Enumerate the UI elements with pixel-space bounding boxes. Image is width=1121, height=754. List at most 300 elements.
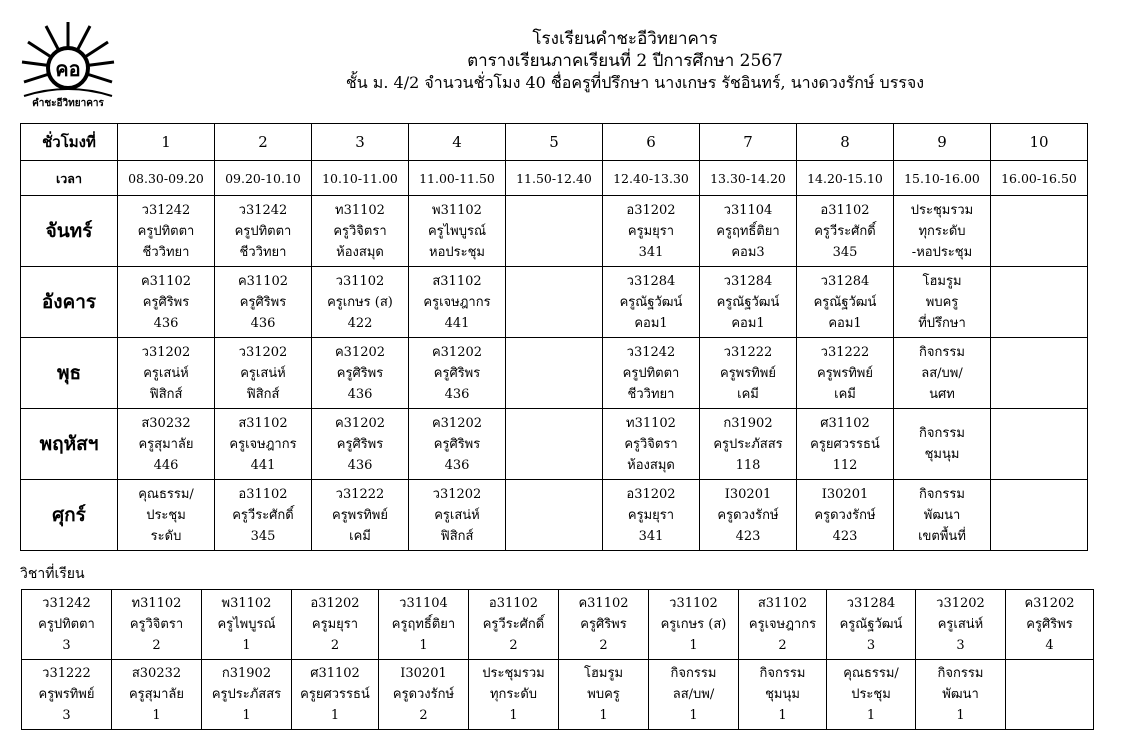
cell-line: 3 — [62, 638, 71, 653]
period-number: 7 — [700, 124, 797, 161]
cell-line: 436 — [347, 386, 373, 402]
period-time: 11.50-12.40 — [506, 161, 603, 196]
subject-cell — [379, 590, 469, 660]
cell-line: ลส/บพ/ — [921, 365, 963, 381]
cell-line: 1 — [689, 638, 698, 653]
schedule-table — [20, 123, 1088, 551]
cell-line: 1 — [509, 708, 518, 723]
cell-line: ว31242 — [42, 596, 91, 611]
schedule-cell — [506, 196, 603, 267]
period-number: 4 — [409, 124, 506, 161]
cell-line: 441 — [250, 457, 276, 473]
subject-cell — [739, 660, 827, 730]
subject-cell — [22, 660, 112, 730]
cell-line: ว31222 — [723, 344, 773, 360]
cell-line: กิจกรรม — [670, 666, 717, 681]
cell-line: ค31102 — [237, 273, 289, 289]
cell-line: ครูวิจิตรา — [129, 617, 184, 632]
cell-line: ว31222 — [820, 344, 870, 360]
cell-line: ชีววิทยา — [142, 244, 190, 260]
cell-line: หอประชุม — [429, 244, 485, 260]
cell-line: ครูสุมาลัย — [138, 436, 194, 452]
cell-line: ครูดวงรักษ์ — [717, 507, 779, 523]
cell-line: 1 — [689, 708, 698, 723]
cell-line: 1 — [330, 708, 340, 723]
subject-cell — [22, 590, 112, 660]
cell-line: 2 — [509, 638, 518, 653]
cell-line: 436 — [444, 457, 470, 473]
cell-line: 422 — [347, 315, 373, 331]
subject-cell — [469, 590, 559, 660]
cell-line: ครูปทิตตา — [137, 223, 195, 239]
cell-line: ครูเกษร (ส) — [660, 617, 727, 632]
subject-cell — [469, 660, 559, 730]
day-row — [21, 267, 1088, 338]
schedule-cell — [603, 480, 700, 551]
cell-line: 1 — [599, 708, 608, 723]
subjects-row — [22, 660, 1094, 730]
cell-line: ว31284 — [626, 273, 676, 289]
cell-line: ค31202 — [334, 415, 386, 431]
cell-line: ค31102 — [140, 273, 192, 289]
schedule-cell — [215, 196, 312, 267]
cell-line: พบครู — [925, 294, 959, 310]
period-time: 16.00-16.50 — [991, 161, 1088, 196]
schedule-cell — [118, 267, 215, 338]
cell-line: 112 — [832, 457, 858, 473]
cell-line: คอม3 — [731, 244, 765, 260]
cell-line: ว31242 — [626, 344, 676, 360]
cell-line: ครูวีระศักดิ์ — [232, 507, 294, 523]
period-time: 10.10-11.00 — [312, 161, 409, 196]
cell-line: ก31902 — [723, 415, 773, 431]
subject-cell — [292, 660, 379, 730]
cell-line: 341 — [638, 528, 664, 544]
cell-line: นศท — [929, 386, 955, 402]
schedule-cell — [506, 267, 603, 338]
cell-line: ครูมยุรา — [311, 617, 359, 632]
term-title: ตารางเรียนภาคเรียนที่ 2 ปีการศึกษา 2567 — [467, 51, 783, 71]
cell-line: ประชุม — [146, 507, 186, 523]
cell-line: ครูศิริพร — [336, 436, 384, 452]
cell-line: ส31102 — [238, 415, 288, 431]
cell-line: 2 — [778, 638, 787, 653]
cell-line: กิจกรรม — [919, 486, 965, 502]
schedule-cell — [215, 480, 312, 551]
cell-line: ครูเสน่ห์ — [143, 365, 189, 381]
subjects-row — [22, 590, 1094, 660]
cell-line: 436 — [347, 457, 373, 473]
cell-line: ระดับ — [150, 528, 182, 544]
cell-line: กิจกรรม — [919, 426, 965, 441]
cell-line: I30201 — [400, 666, 447, 681]
period-time: 08.30-09.20 — [118, 161, 215, 196]
cell-line: ค31202 — [431, 415, 483, 431]
cell-line: ว31202 — [936, 596, 985, 611]
cell-line: ส30232 — [131, 666, 182, 681]
cell-line: ค31202 — [1024, 596, 1075, 611]
cell-line: ว31102 — [335, 273, 385, 289]
cell-line: เขตพื้นที่ — [918, 528, 966, 544]
cell-line: ครูศิริพร — [142, 294, 190, 310]
period-number: 8 — [797, 124, 894, 161]
subject-cell — [559, 660, 649, 730]
cell-line: ครูพรทิพย์ — [817, 365, 873, 381]
period-number: 5 — [506, 124, 603, 161]
cell-line: 118 — [735, 457, 761, 473]
cell-line: ฟิสิกส์ — [246, 386, 280, 402]
cell-line: ห้องสมุด — [336, 244, 384, 260]
cell-line: ครูศิริพร — [1026, 617, 1073, 632]
subject-cell — [739, 590, 827, 660]
cell-line: ครูฤทธิ์ติยา — [391, 617, 456, 632]
cell-line: ว31202 — [432, 486, 482, 502]
schedule-cell — [797, 409, 894, 480]
schedule-cell — [894, 196, 991, 267]
schedule-cell — [991, 409, 1088, 480]
cell-line: ครูณัฐวัฒน์ — [619, 294, 683, 310]
cell-line: 341 — [638, 244, 664, 260]
cell-line: ครูเสน่ห์ — [240, 365, 286, 381]
cell-line: โฮมรูม — [922, 273, 962, 289]
cell-line: ครูยศวรรธน์ — [300, 687, 370, 702]
schedule-cell — [700, 480, 797, 551]
cell-line: ครูประภัสสร — [713, 436, 783, 452]
cell-line: 436 — [153, 315, 179, 331]
cell-line: ครูปทิตตา — [234, 223, 292, 239]
cell-line: ครูศิริพร — [336, 365, 384, 381]
schedule-cell — [797, 267, 894, 338]
cell-line: I30201 — [821, 486, 869, 502]
day-row — [21, 409, 1088, 480]
schedule-cell — [797, 196, 894, 267]
schedule-cell — [506, 409, 603, 480]
schedule-cell — [312, 196, 409, 267]
subject-cell — [559, 590, 649, 660]
schedule-cell — [700, 338, 797, 409]
cell-line: ค31202 — [431, 344, 483, 360]
cell-line: ครูณัฐวัฒน์ — [813, 294, 877, 310]
day-row — [21, 480, 1088, 551]
cell-line: ครูณัฐวัฒน์ — [716, 294, 780, 310]
schedule-cell — [894, 267, 991, 338]
subject-cell — [202, 590, 292, 660]
cell-line: ครูประภัสสร — [211, 687, 282, 702]
cell-line: ว31242 — [141, 202, 191, 218]
cell-line: 436 — [444, 386, 470, 402]
cell-line: ครูพรทิพย์ — [332, 507, 388, 523]
schedule-cell — [991, 196, 1088, 267]
cell-line: อ31202 — [310, 596, 360, 611]
subject-cell — [916, 660, 1006, 730]
cell-line: ว31222 — [42, 666, 91, 681]
cell-line: ส31102 — [757, 596, 808, 611]
schedule-cell — [894, 480, 991, 551]
schedule-cell — [991, 480, 1088, 551]
schedule-cell — [312, 338, 409, 409]
period-time: 11.00-11.50 — [409, 161, 506, 196]
day-name: ศุกร์ — [21, 480, 118, 551]
cell-line: ครูเจษฎากร — [423, 294, 491, 310]
schedule-cell — [603, 338, 700, 409]
cell-line: 345 — [832, 244, 858, 260]
cell-line: ศ31102 — [820, 415, 870, 431]
cell-line: 2 — [152, 638, 161, 653]
cell-line: ว31202 — [141, 344, 191, 360]
subject-cell — [827, 590, 916, 660]
cell-line: กิจกรรม — [919, 344, 965, 360]
cell-line: ครูวีระศักดิ์ — [814, 223, 876, 239]
cell-line: ทุกระดับ — [918, 223, 966, 239]
cell-line: ครูวิจิตรา — [624, 436, 678, 452]
cell-line: อ31102 — [820, 202, 870, 218]
cell-line: ค31202 — [334, 344, 386, 360]
day-name: อังคาร — [21, 267, 118, 338]
subject-cell — [292, 590, 379, 660]
cell-line: ครูพรทิพย์ — [720, 365, 776, 381]
cell-line: ชุมนุม — [765, 687, 800, 702]
school-name: โรงเรียนคำชะอีวิทยาคาร — [532, 29, 718, 49]
period-number: 9 — [894, 124, 991, 161]
cell-line: พบครู — [587, 687, 620, 702]
cell-line: พัฒนา — [942, 687, 979, 702]
cell-line: I30201 — [724, 486, 772, 502]
subject-cell — [1006, 590, 1094, 660]
cell-line: ครูเกษร (ส) — [327, 294, 393, 310]
schedule-cell — [894, 409, 991, 480]
cell-line: 3 — [956, 638, 965, 653]
subject-cell — [202, 660, 292, 730]
schedule-cell — [894, 338, 991, 409]
cell-line: คอม1 — [634, 315, 668, 331]
day-name: จันทร์ — [21, 196, 118, 267]
schedule-cell — [409, 267, 506, 338]
cell-line: ฟิสิกส์ — [149, 386, 183, 402]
cell-line: ครูปทิตตา — [38, 617, 95, 632]
subject-cell — [379, 660, 469, 730]
cell-line: ประชุม — [851, 687, 891, 702]
day-row — [21, 196, 1088, 267]
cell-line: 3 — [866, 638, 876, 653]
subject-cell — [112, 590, 202, 660]
cell-line: คอม1 — [731, 315, 765, 331]
school-logo — [18, 18, 118, 110]
schedule-cell — [700, 409, 797, 480]
cell-line: 2 — [330, 638, 340, 653]
cell-line: ลส/บพ/ — [672, 687, 715, 702]
cell-line: ที่ปรึกษา — [918, 315, 966, 331]
subjects-title: วิชาที่เรียน — [20, 566, 85, 582]
period-time: 15.10-16.00 — [894, 161, 991, 196]
cell-line: ครูเสน่ห์ — [937, 617, 984, 632]
cell-line: ครูพรทิพย์ — [38, 687, 95, 702]
cell-line: ทุกระดับ — [489, 687, 538, 702]
cell-line: ครูมยุรา — [627, 507, 675, 523]
period-time: 09.20-10.10 — [215, 161, 312, 196]
cell-line: คุณธรรม/ — [843, 666, 899, 681]
schedule-cell — [215, 267, 312, 338]
cell-line: คอม1 — [828, 315, 862, 331]
period-number: 6 — [603, 124, 700, 161]
cell-line: 1 — [242, 708, 251, 723]
cell-line: 3 — [62, 708, 71, 723]
cell-line: เคมี — [737, 386, 759, 402]
period-time: 14.20-15.10 — [797, 161, 894, 196]
cell-line: ห้องสมุด — [627, 457, 675, 473]
schedule-cell — [118, 480, 215, 551]
cell-line: กิจกรรม — [759, 666, 806, 681]
cell-line: ครูสุมาลัย — [128, 687, 185, 702]
schedule-cell — [312, 480, 409, 551]
schedule-cell — [603, 196, 700, 267]
cell-line: 2 — [419, 708, 428, 723]
cell-line: 1 — [152, 708, 161, 723]
cell-line: อ31102 — [238, 486, 288, 502]
schedule-cell — [991, 338, 1088, 409]
period-time: 13.30-14.20 — [700, 161, 797, 196]
cell-line: ว31284 — [846, 596, 896, 611]
period-label: ชั่วโมงที่ — [21, 124, 118, 161]
schedule-cell — [700, 267, 797, 338]
cell-line: ครูไพบูรณ์ — [217, 617, 276, 632]
schedule-cell — [409, 409, 506, 480]
subject-cell — [649, 590, 739, 660]
cell-line: พัฒนา — [923, 507, 961, 523]
schedule-cell — [312, 409, 409, 480]
cell-line: 1 — [778, 708, 787, 723]
day-name: พฤหัสฯ — [21, 409, 118, 480]
schedule-cell — [409, 196, 506, 267]
schedule-cell — [118, 338, 215, 409]
cell-line: โฮมรูม — [583, 666, 624, 681]
cell-line: ว31284 — [820, 273, 870, 289]
cell-line: 1 — [242, 638, 251, 653]
subjects-table — [21, 589, 1094, 730]
cell-line: อ31202 — [626, 486, 676, 502]
subject-cell — [649, 660, 739, 730]
subject-cell — [112, 660, 202, 730]
document-header — [130, 28, 1120, 94]
period-time: 12.40-13.30 — [603, 161, 700, 196]
cell-line: ท31102 — [131, 596, 182, 611]
subject-cell — [827, 660, 916, 730]
cell-line: คุณธรรม/ — [138, 486, 194, 502]
cell-line: ครูเจษฎากร — [229, 436, 297, 452]
cell-line: ครูไพบูรณ์ — [427, 223, 487, 239]
schedule-cell — [215, 409, 312, 480]
period-number: 3 — [312, 124, 409, 161]
schedule-cell — [603, 267, 700, 338]
subject-cell — [1006, 660, 1094, 730]
cell-line: 2 — [599, 638, 608, 653]
cell-line: ชีววิทยา — [627, 386, 675, 402]
svg-text:คำชะอีวิทยาคาร: คำชะอีวิทยาคาร — [32, 98, 104, 109]
cell-line: ครูมยุรา — [627, 223, 675, 239]
cell-line: 1 — [419, 638, 428, 653]
cell-line: ศ31102 — [310, 666, 360, 681]
cell-line: ส30232 — [141, 415, 191, 431]
cell-line: ว31222 — [335, 486, 385, 502]
cell-line: ว31104 — [399, 596, 448, 611]
cell-line: ครูฤทธิ์ติยา — [716, 223, 780, 239]
cell-line: ครูเสน่ห์ — [434, 507, 480, 523]
cell-line: 441 — [444, 315, 470, 331]
cell-line: ก31902 — [221, 666, 272, 681]
cell-line: 345 — [250, 528, 276, 544]
cell-line: 423 — [832, 528, 858, 544]
cell-line: 446 — [153, 457, 179, 473]
period-number: 10 — [991, 124, 1088, 161]
cell-line: พ31102 — [221, 596, 272, 611]
cell-line: เคมี — [349, 528, 371, 544]
cell-line: ครูณัฐวัฒน์ — [839, 617, 903, 632]
cell-line: ท31102 — [626, 415, 676, 431]
schedule-cell — [312, 267, 409, 338]
cell-line: ว31202 — [238, 344, 288, 360]
cell-line: อ31102 — [488, 596, 539, 611]
cell-line: ชีววิทยา — [239, 244, 287, 260]
cell-line: ครูศิริพร — [433, 436, 481, 452]
schedule-cell — [409, 480, 506, 551]
cell-line: ว31104 — [723, 202, 773, 218]
cell-line: พ31102 — [432, 202, 482, 218]
subject-cell — [916, 590, 1006, 660]
cell-line: ว31242 — [238, 202, 288, 218]
cell-line: ชุมนุม — [924, 447, 960, 462]
cell-line: ว31102 — [669, 596, 718, 611]
cell-line: 436 — [250, 315, 276, 331]
schedule-cell — [797, 480, 894, 551]
cell-line: เคมี — [834, 386, 856, 402]
schedule-cell — [506, 480, 603, 551]
cell-line: ประชุมรวม — [910, 202, 974, 218]
cell-line: 1 — [866, 708, 876, 723]
schedule-cell — [118, 409, 215, 480]
svg-text:คอ: คอ — [55, 57, 81, 81]
day-row — [21, 338, 1088, 409]
cell-line: ครูวีระศักดิ์ — [482, 617, 545, 632]
schedule-cell — [215, 338, 312, 409]
schedule-cell — [991, 267, 1088, 338]
class-info: ชั้น ม. 4/2 จำนวนชั่วโมง 40 ชื่อครูที่ปรึกษา นางเกษร รัชอินทร์, นางดวงรักษ์ บรรจง — [345, 73, 925, 92]
cell-line: ครูศิริพร — [580, 617, 627, 632]
day-name: พุธ — [21, 338, 118, 409]
cell-line: ประชุมรวม — [482, 666, 545, 681]
cell-line: ว31284 — [723, 273, 773, 289]
cell-line: 4 — [1045, 638, 1054, 653]
schedule-cell — [700, 196, 797, 267]
schedule-cell — [797, 338, 894, 409]
period-number: 2 — [215, 124, 312, 161]
cell-line: อ31202 — [626, 202, 676, 218]
cell-line: -หอประชุม — [911, 244, 973, 260]
cell-line: ครูดวงรักษ์ — [392, 687, 455, 702]
cell-line: ครูดวงรักษ์ — [814, 507, 876, 523]
cell-line: ท31102 — [335, 202, 385, 218]
cell-line: ครูปทิตตา — [622, 365, 680, 381]
cell-line: ฟิสิกส์ — [440, 528, 474, 544]
schedule-cell — [118, 196, 215, 267]
schedule-cell — [506, 338, 603, 409]
cell-line: ครูศิริพร — [239, 294, 287, 310]
cell-line: 423 — [735, 528, 761, 544]
cell-line: 1 — [956, 708, 965, 723]
period-number: 1 — [118, 124, 215, 161]
cell-line: ส31102 — [432, 273, 482, 289]
cell-line: ค31102 — [578, 596, 629, 611]
schedule-cell — [409, 338, 506, 409]
cell-line: ครูเจษฎากร — [748, 617, 817, 632]
